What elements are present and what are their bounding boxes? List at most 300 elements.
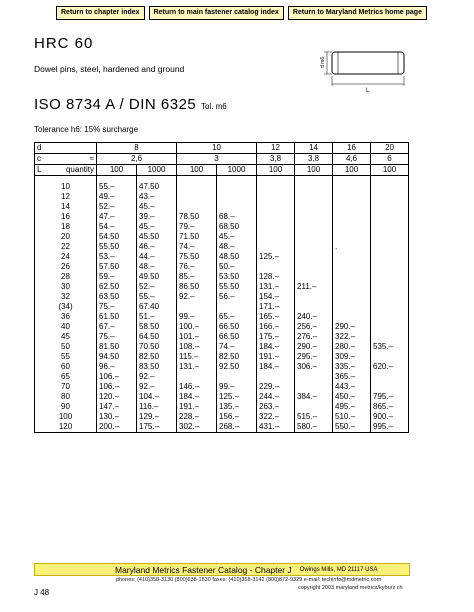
length-cell: 45 xyxy=(35,332,97,342)
price-cell: 39.– xyxy=(137,212,177,222)
price-cell: 66.50 xyxy=(217,332,257,342)
price-cell: 66.50 xyxy=(217,322,257,332)
price-cell xyxy=(177,192,217,202)
l-label: L xyxy=(37,165,42,174)
price-cell: 510.– xyxy=(333,412,371,422)
price-cell xyxy=(217,372,257,382)
price-cell: 244.– xyxy=(257,392,295,402)
price-cell: 166.– xyxy=(257,322,295,332)
price-cell: 67.40 xyxy=(137,302,177,312)
price-cell xyxy=(371,262,409,272)
length-cell: 10 xyxy=(35,182,97,192)
price-cell xyxy=(257,212,295,222)
length-cell: 90 xyxy=(35,402,97,412)
price-cell: 295.– xyxy=(295,352,333,362)
price-cell: 995.– xyxy=(371,422,409,433)
price-cell xyxy=(177,182,217,192)
table-row xyxy=(35,332,409,342)
price-cell: 54.– xyxy=(97,222,137,232)
price-cell: 99.– xyxy=(217,382,257,392)
price-cell xyxy=(295,372,333,382)
price-cell: 175.– xyxy=(137,422,177,433)
chamfer-row xyxy=(35,154,409,165)
price-cell: 130.– xyxy=(97,412,137,422)
price-cell: 45.– xyxy=(137,202,177,212)
price-cell: 56.– xyxy=(217,292,257,302)
price-cell xyxy=(333,212,371,222)
copyright-notice: copyright 2003 maryland metrics/kyburz ch xyxy=(298,585,403,591)
price-cell xyxy=(333,192,371,202)
table-row xyxy=(35,222,409,232)
price-cell xyxy=(177,372,217,382)
table-row xyxy=(35,342,409,352)
price-cell xyxy=(371,252,409,262)
d-label: d xyxy=(35,143,97,154)
price-cell xyxy=(217,302,257,312)
price-cell: 131.– xyxy=(257,282,295,292)
fastener-catalog-index-link[interactable]: Return to main fastener catalog index xyxy=(149,6,284,20)
table-row xyxy=(35,212,409,222)
price-cell: 68.50 xyxy=(217,222,257,232)
price-cell: 82.50 xyxy=(137,352,177,362)
price-cell xyxy=(333,252,371,262)
price-cell xyxy=(333,272,371,282)
length-cell: 60 xyxy=(35,362,97,372)
length-cell: 32 xyxy=(35,292,97,302)
price-cell: 101.– xyxy=(177,332,217,342)
price-cell: 263.– xyxy=(257,402,295,412)
price-cell xyxy=(295,252,333,262)
table-row xyxy=(35,422,409,433)
dowel-pin-diagram xyxy=(318,46,418,94)
quantity-label: quantity xyxy=(65,165,94,174)
length-cell: 16 xyxy=(35,212,97,222)
price-cell: 156.– xyxy=(217,412,257,422)
price-cell: 51.– xyxy=(137,312,177,322)
table-row xyxy=(35,242,409,252)
price-cell xyxy=(257,222,295,232)
price-cell: . xyxy=(333,242,371,252)
table-row xyxy=(35,182,409,192)
price-cell: 99.– xyxy=(177,312,217,322)
d-value: 14 xyxy=(295,143,333,154)
price-cell: 63.50 xyxy=(97,292,137,302)
catalog-footer-bar xyxy=(34,563,410,576)
price-cell: 191.– xyxy=(177,402,217,412)
price-cell: 52.– xyxy=(137,282,177,292)
length-label: L xyxy=(366,88,370,94)
price-cell: 116.– xyxy=(137,402,177,412)
length-cell: 65 xyxy=(35,372,97,382)
price-cell: 92.– xyxy=(177,292,217,302)
price-cell: 76.– xyxy=(177,262,217,272)
price-cell: 184.– xyxy=(257,342,295,352)
price-cell: 61.50 xyxy=(97,312,137,322)
price-cell: 64.50 xyxy=(137,332,177,342)
l-quantity-cell xyxy=(35,165,97,176)
price-cell: 53.50 xyxy=(217,272,257,282)
price-cell: 228.– xyxy=(177,412,217,422)
quantity-value: 100 xyxy=(295,165,333,176)
length-cell: 20 xyxy=(35,232,97,242)
price-cell xyxy=(295,182,333,192)
price-cell: 57.50 xyxy=(97,262,137,272)
price-cell: 70.50 xyxy=(137,342,177,352)
price-cell: 48.– xyxy=(217,242,257,252)
company-location: Owings Mills, MD 21117 USA xyxy=(299,566,378,573)
price-cell xyxy=(295,222,333,232)
price-cell xyxy=(371,222,409,232)
table-row xyxy=(35,202,409,212)
length-cell: 14 xyxy=(35,202,97,212)
price-cell: 48.– xyxy=(137,262,177,272)
price-cell xyxy=(371,272,409,282)
price-cell xyxy=(217,192,257,202)
price-cell: 443.– xyxy=(333,382,371,392)
price-cell xyxy=(295,402,333,412)
length-cell: 12 xyxy=(35,192,97,202)
price-cell: 81.50 xyxy=(97,342,137,352)
table-row xyxy=(35,392,409,402)
price-cell: 431.– xyxy=(257,422,295,433)
length-cell: (34) xyxy=(35,302,97,312)
price-cell: 184.– xyxy=(257,362,295,372)
price-cell xyxy=(295,202,333,212)
table-row xyxy=(35,402,409,412)
price-cell: 550.– xyxy=(333,422,371,433)
price-cell: 47.– xyxy=(97,212,137,222)
price-cell xyxy=(257,192,295,202)
home-page-link[interactable]: Return to Maryland Metrics home page xyxy=(288,6,427,20)
price-cell: 240.– xyxy=(295,312,333,322)
price-cell: 75.– xyxy=(97,332,137,342)
price-cell: 120.– xyxy=(97,392,137,402)
contact-info: phones: (410)358-3130 (800)638-1830 faxes: (410)358-3142 (800)872-9329 e-mail: techinfo@mdmetric.com xyxy=(116,577,382,583)
price-cell: 82.50 xyxy=(217,352,257,362)
price-cell: 200.– xyxy=(97,422,137,433)
d-value: 16 xyxy=(333,143,371,154)
price-cell: 128.– xyxy=(257,272,295,282)
length-cell: 70 xyxy=(35,382,97,392)
length-cell: 22 xyxy=(35,242,97,252)
table-row xyxy=(35,282,409,292)
price-cell: 135.– xyxy=(217,402,257,412)
price-cell: 106.– xyxy=(97,372,137,382)
c-label-cell xyxy=(35,154,97,165)
price-cell xyxy=(257,372,295,382)
price-cell: 335.– xyxy=(333,362,371,372)
length-cell: 50 xyxy=(35,342,97,352)
price-cell: 45.– xyxy=(217,232,257,242)
price-cell: 309.– xyxy=(333,352,371,362)
price-cell: 129.– xyxy=(137,412,177,422)
price-cell xyxy=(333,262,371,272)
price-cell xyxy=(333,202,371,212)
table-row xyxy=(35,192,409,202)
table-row xyxy=(35,362,409,372)
price-cell: 86.50 xyxy=(177,282,217,292)
diameter-label: d m6 xyxy=(320,56,326,68)
length-cell: 100 xyxy=(35,412,97,422)
price-cell xyxy=(217,202,257,212)
price-cell: 55.50 xyxy=(217,282,257,292)
length-cell: 30 xyxy=(35,282,97,292)
price-cell: 74.– xyxy=(177,242,217,252)
tolerance-note: Tolerance h6: 15% surcharge xyxy=(34,125,139,134)
length-cell: 55 xyxy=(35,352,97,362)
price-cell: 290.– xyxy=(295,342,333,352)
price-cell: 495.– xyxy=(333,402,371,412)
price-cell: 68.– xyxy=(217,212,257,222)
price-cell xyxy=(177,202,217,212)
hardness-title: HRC 60 xyxy=(34,35,94,52)
quantity-value: 100 xyxy=(257,165,295,176)
price-cell: 45.50 xyxy=(137,232,177,242)
price-cell: 322.– xyxy=(257,412,295,422)
price-cell: 106.– xyxy=(97,382,137,392)
price-cell: 55.50 xyxy=(97,242,137,252)
c-value: 6 xyxy=(371,154,409,165)
price-cell xyxy=(371,242,409,252)
price-cell: 46.– xyxy=(137,242,177,252)
price-cell xyxy=(333,182,371,192)
price-cell: 171.– xyxy=(257,302,295,312)
price-cell: 96.– xyxy=(97,362,137,372)
price-cell: 83.50 xyxy=(137,362,177,372)
price-cell: 365.– xyxy=(333,372,371,382)
price-cell xyxy=(371,192,409,202)
table-row xyxy=(35,412,409,422)
length-cell: 120 xyxy=(35,422,97,433)
dowel-pin-price-table xyxy=(34,142,409,433)
price-cell: 125.– xyxy=(217,392,257,402)
c-value: 2,6 xyxy=(97,154,177,165)
table-row xyxy=(35,252,409,262)
price-cell xyxy=(371,322,409,332)
length-cell: 40 xyxy=(35,322,97,332)
price-cell xyxy=(257,232,295,242)
table-body xyxy=(35,143,409,433)
catalog-title: Maryland Metrics Fastener Catalog - Chapter J xyxy=(115,564,292,575)
price-cell: 535.– xyxy=(371,342,409,352)
price-cell: 384.– xyxy=(295,392,333,402)
quantity-value: 100 xyxy=(371,165,409,176)
price-cell: 125.– xyxy=(257,252,295,262)
price-cell xyxy=(371,292,409,302)
quantity-value: 1000 xyxy=(217,165,257,176)
price-cell xyxy=(371,202,409,212)
chapter-index-link[interactable]: Return to chapter index xyxy=(56,6,145,20)
price-cell xyxy=(333,232,371,242)
price-cell xyxy=(177,302,217,312)
price-cell: 53.– xyxy=(97,252,137,262)
price-cell: 92.– xyxy=(137,382,177,392)
price-cell xyxy=(371,332,409,342)
price-cell xyxy=(257,202,295,212)
price-cell xyxy=(371,182,409,192)
price-cell xyxy=(333,282,371,292)
c-label: c xyxy=(37,154,41,163)
price-cell xyxy=(371,232,409,242)
table-row xyxy=(35,352,409,362)
price-cell xyxy=(257,242,295,252)
price-cell: 211.– xyxy=(295,282,333,292)
price-cell: 44.– xyxy=(137,252,177,262)
price-cell: 74.– xyxy=(217,342,257,352)
price-cell: 71.50 xyxy=(177,232,217,242)
price-cell: 50.– xyxy=(217,262,257,272)
price-cell xyxy=(371,352,409,362)
price-cell: 515.– xyxy=(295,412,333,422)
length-cell: 80 xyxy=(35,392,97,402)
price-cell: 94.50 xyxy=(97,352,137,362)
price-cell: 280.– xyxy=(333,342,371,352)
price-cell xyxy=(371,302,409,312)
price-cell xyxy=(257,182,295,192)
price-cell: 580.– xyxy=(295,422,333,433)
price-cell: 115.– xyxy=(177,352,217,362)
c-value: 3 xyxy=(177,154,257,165)
price-cell xyxy=(333,222,371,232)
price-cell: 49.50 xyxy=(137,272,177,282)
table-row xyxy=(35,302,409,312)
price-cell xyxy=(295,232,333,242)
price-cell: 47.50 xyxy=(137,182,177,192)
price-cell: 306.– xyxy=(295,362,333,372)
price-cell: 85.– xyxy=(177,272,217,282)
top-navigation xyxy=(56,6,427,20)
quantity-row xyxy=(35,165,409,176)
length-cell: 36 xyxy=(35,312,97,322)
d-value: 12 xyxy=(257,143,295,154)
c-value: 3,8 xyxy=(295,154,333,165)
price-cell: 191.– xyxy=(257,352,295,362)
table-row xyxy=(35,382,409,392)
d-value: 20 xyxy=(371,143,409,154)
price-cell: 55.– xyxy=(137,292,177,302)
price-cell: 322.– xyxy=(333,332,371,342)
price-cell: 268.– xyxy=(217,422,257,433)
c-value: 4,6 xyxy=(333,154,371,165)
price-cell: 54.50 xyxy=(97,232,137,242)
price-cell xyxy=(295,212,333,222)
price-cell xyxy=(217,182,257,192)
price-cell: 104.– xyxy=(137,392,177,402)
price-cell: 55.– xyxy=(97,182,137,192)
price-cell xyxy=(257,262,295,272)
approx-symbol: ≈ xyxy=(89,154,94,163)
price-cell: 108.– xyxy=(177,342,217,352)
quantity-value: 100 xyxy=(177,165,217,176)
quantity-value: 1000 xyxy=(137,165,177,176)
price-cell: 302.– xyxy=(177,422,217,433)
price-cell: 52.– xyxy=(97,202,137,212)
table-row xyxy=(35,262,409,272)
table-row xyxy=(35,292,409,302)
price-cell: 65.– xyxy=(217,312,257,322)
table-row xyxy=(35,322,409,332)
price-cell: 450.– xyxy=(333,392,371,402)
table-row xyxy=(35,232,409,242)
page-number: J 48 xyxy=(34,588,50,597)
standard-label: ISO 8734 A / DIN 6325 xyxy=(34,96,197,113)
price-cell: 75.50 xyxy=(177,252,217,262)
price-cell: 49.– xyxy=(97,192,137,202)
quantity-value: 100 xyxy=(97,165,137,176)
price-cell xyxy=(295,302,333,312)
price-cell: 79.– xyxy=(177,222,217,232)
price-cell: 92.– xyxy=(137,372,177,382)
price-cell: 48.50 xyxy=(217,252,257,262)
product-subtitle: Dowel pins, steel, hardened and ground xyxy=(34,64,185,74)
standard-title xyxy=(34,96,227,113)
price-cell xyxy=(295,242,333,252)
table-row xyxy=(35,372,409,382)
price-cell xyxy=(295,262,333,272)
price-cell xyxy=(371,282,409,292)
price-cell: 131.– xyxy=(177,362,217,372)
d-value: 10 xyxy=(177,143,257,154)
price-cell: 795.– xyxy=(371,392,409,402)
price-cell: 92.50 xyxy=(217,362,257,372)
price-cell xyxy=(295,272,333,282)
price-cell: 620.– xyxy=(371,362,409,372)
price-cell: 43.– xyxy=(137,192,177,202)
price-cell: 62.50 xyxy=(97,282,137,292)
price-cell xyxy=(371,212,409,222)
price-cell: 100.– xyxy=(177,322,217,332)
diameter-row xyxy=(35,143,409,154)
price-cell xyxy=(371,372,409,382)
price-cell: 67.– xyxy=(97,322,137,332)
price-cell: 175.– xyxy=(257,332,295,342)
price-cell xyxy=(371,382,409,392)
price-cell: 78.50 xyxy=(177,212,217,222)
length-cell: 28 xyxy=(35,272,97,282)
price-cell: 154.– xyxy=(257,292,295,302)
price-cell: 59.– xyxy=(97,272,137,282)
price-cell: 865.– xyxy=(371,402,409,412)
price-cell: 229.– xyxy=(257,382,295,392)
price-cell: 75.– xyxy=(97,302,137,312)
price-cell xyxy=(333,292,371,302)
c-value: 3,8 xyxy=(257,154,295,165)
price-cell xyxy=(295,292,333,302)
length-cell: 18 xyxy=(35,222,97,232)
price-cell xyxy=(333,312,371,322)
price-cell: 165.– xyxy=(257,312,295,322)
price-cell: 58.50 xyxy=(137,322,177,332)
table-row xyxy=(35,312,409,322)
price-cell xyxy=(333,302,371,312)
table-row xyxy=(35,272,409,282)
price-cell: 256.– xyxy=(295,322,333,332)
price-cell: 900.– xyxy=(371,412,409,422)
price-cell xyxy=(295,192,333,202)
length-cell: 24 xyxy=(35,252,97,262)
length-cell: 26 xyxy=(35,262,97,272)
price-cell: 146.– xyxy=(177,382,217,392)
price-cell xyxy=(295,382,333,392)
price-cell xyxy=(371,312,409,322)
d-value: 8 xyxy=(97,143,177,154)
price-cell: 45.– xyxy=(137,222,177,232)
tolerance-tag: Tol. m6 xyxy=(200,102,227,111)
price-cell: 276.– xyxy=(295,332,333,342)
price-cell: 290.– xyxy=(333,322,371,332)
price-cell: 147.– xyxy=(97,402,137,412)
price-cell: 184.– xyxy=(177,392,217,402)
